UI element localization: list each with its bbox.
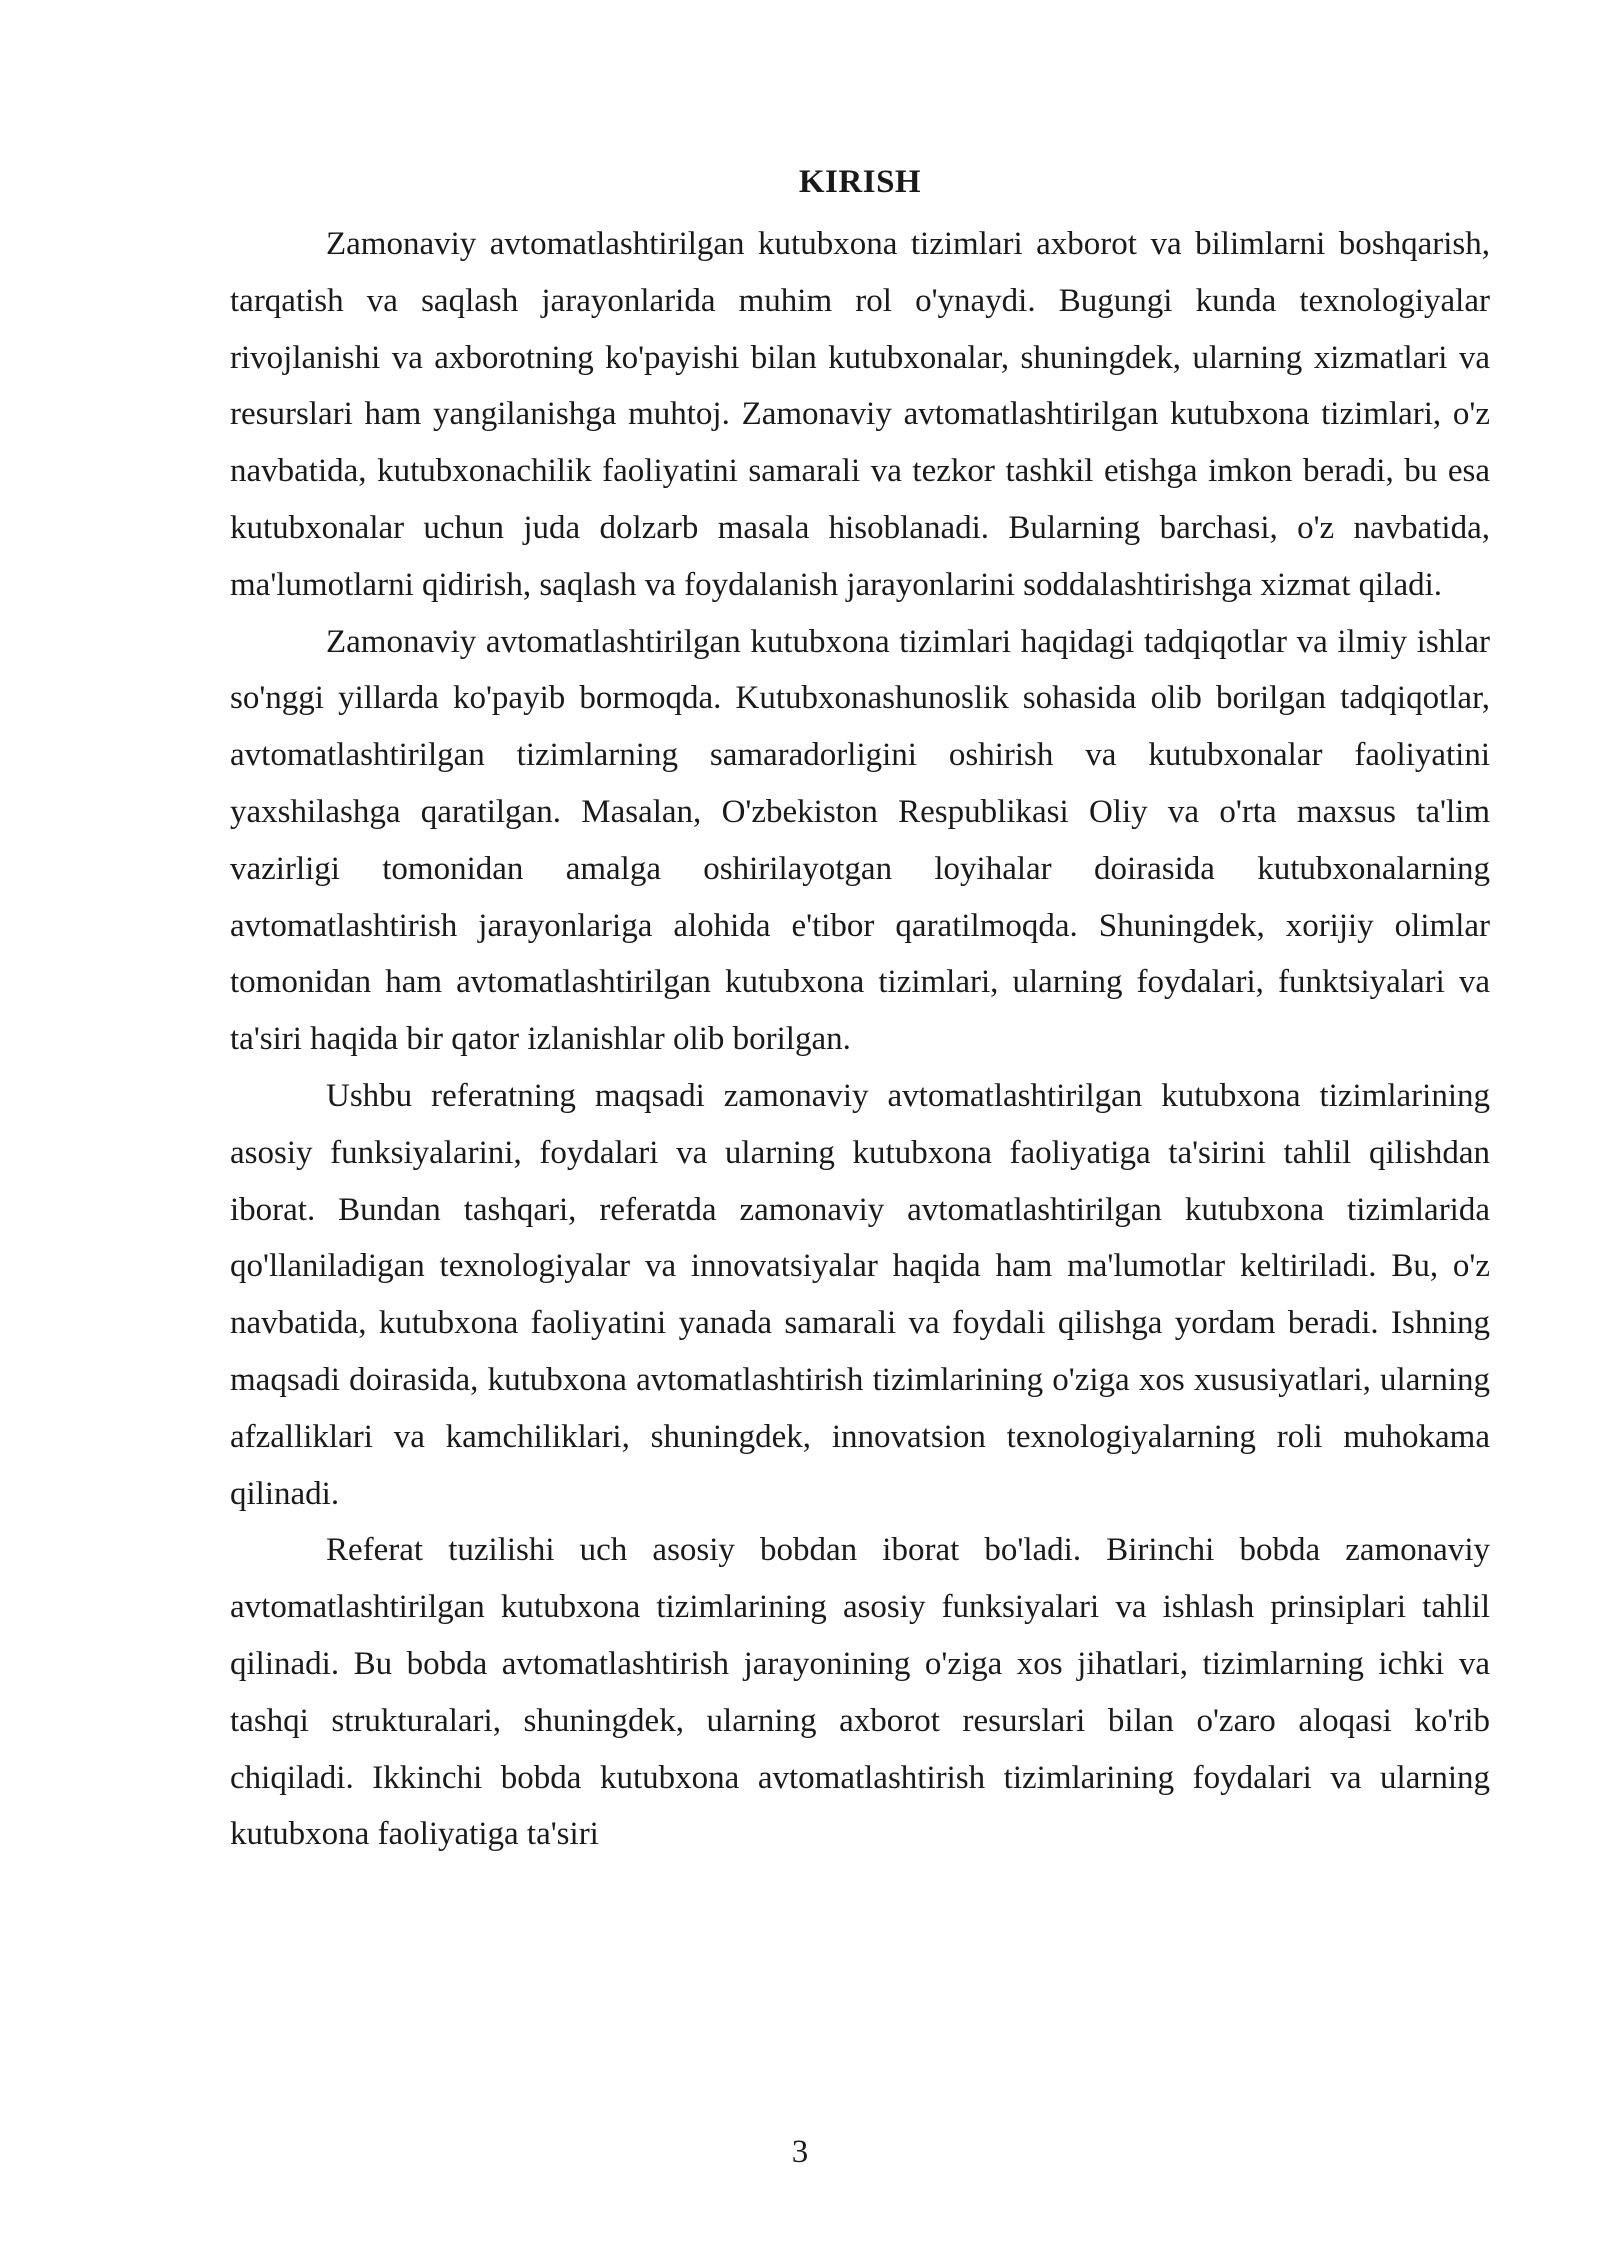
- paragraph-4: Referat tuzilishi uch asosiy bobdan iborat bo'ladi. Birinchi bobda zamonaviy avtomatlashtirilgan kutubxona tizimlarining asosiy funksiyalari va ishlash prinsiplari tahlil qilinadi. Bu bobda avtomatlashtirish jarayonining o'ziga xos jihatlari, tizimlarning ichki va tashqi strukturalari, shuningdek, ularning axborot resurslari bilan o'zaro aloqasi ko'rib chiqiladi. Ikkinchi bobda kutubxona avtomatlashtirish tizimlarining foydalari va ularning kutubxona faoliyatiga ta'siri: [230, 1532, 1490, 1853]
- page-content: [230, 160, 1490, 1863]
- paragraph-1: Zamonaviy avtomatlashtirilgan kutubxona tizimlari axborot va bilimlarni boshqarish, tarqatish va saqlash jarayonlarida muhim rol o'ynaydi. Bugungi kunda texnologiyalar rivojlanishi va axborotning ko'payishi bilan kutubxonalar, shuningdek, ularning xizmatlari va resurslari ham yangilanishga muhtoj. Zamonaviy avtomatlashtirilgan kutubxona tizimlari, o'z navbatida, kutubxonachilik faoliyatini samarali va tezkor tashkil etishga imkon beradi, bu esa kutubxonalar uchun juda dolzarb masala hisoblanadi. Bularning barchasi, o'z navbatida, ma'lumotlarni qidirish, saqlash va foydalanish jarayonlarini soddalashtirishga xizmat qiladi.: [230, 226, 1490, 603]
- paragraph-2: Zamonaviy avtomatlashtirilgan kutubxona tizimlari haqidagi tadqiqotlar va ilmiy ishlar so'nggi yillarda ko'payib bormoqda. Kutubxonashunoslik sohasida olib borilgan tadqiqotlar, avtomatlashtirilgan tizimlarning samaradorligini oshirish va kutubxonalar faoliyatini yaxshilashga qaratilgan. Masalan, O'zbekiston Respublikasi Oliy va o'rta maxsus ta'lim vazirligi tomonidan amalga oshirilayotgan loyihalar doirasida kutubxonalarning avtomatlashtirish jarayonlariga alohida e'tibor qaratilmoqda. Shuningdek, xorijiy olimlar tomonidan ham avtomatlashtirilgan kutubxona tizimlari, ularning foydalari, funktsiyalari va ta'siri haqida bir qator izlanishlar olib borilgan.: [230, 623, 1490, 1058]
- paragraph-3: Ushbu referatning maqsadi zamonaviy avtomatlashtirilgan kutubxona tizimlarining asosiy funksiyalarini, foydalari va ularning kutubxona faoliyatiga ta'sirini tahlil qilishdan iborat. Bundan tashqari, referatda zamonaviy avtomatlashtirilgan kutubxona tizimlarida qo'llaniladigan texnologiyalar va innovatsiyalar haqida ham ma'lumotlar keltiriladi. Bu, o'z navbatida, kutubxona faoliyatini yanada samarali va foydali qilishga yordam beradi. Ishning maqsadi doirasida, kutubxona avtomatlashtirish tizimlarining o'ziga xos xususiyatlari, ularning afzalliklari va kamchiliklari, shuningdek, innovatsion texnologiyalarning roli muhokama qilinadi.: [230, 1077, 1490, 1512]
- section-title: KIRISH: [798, 164, 922, 200]
- page-number: 3: [791, 2134, 809, 2170]
